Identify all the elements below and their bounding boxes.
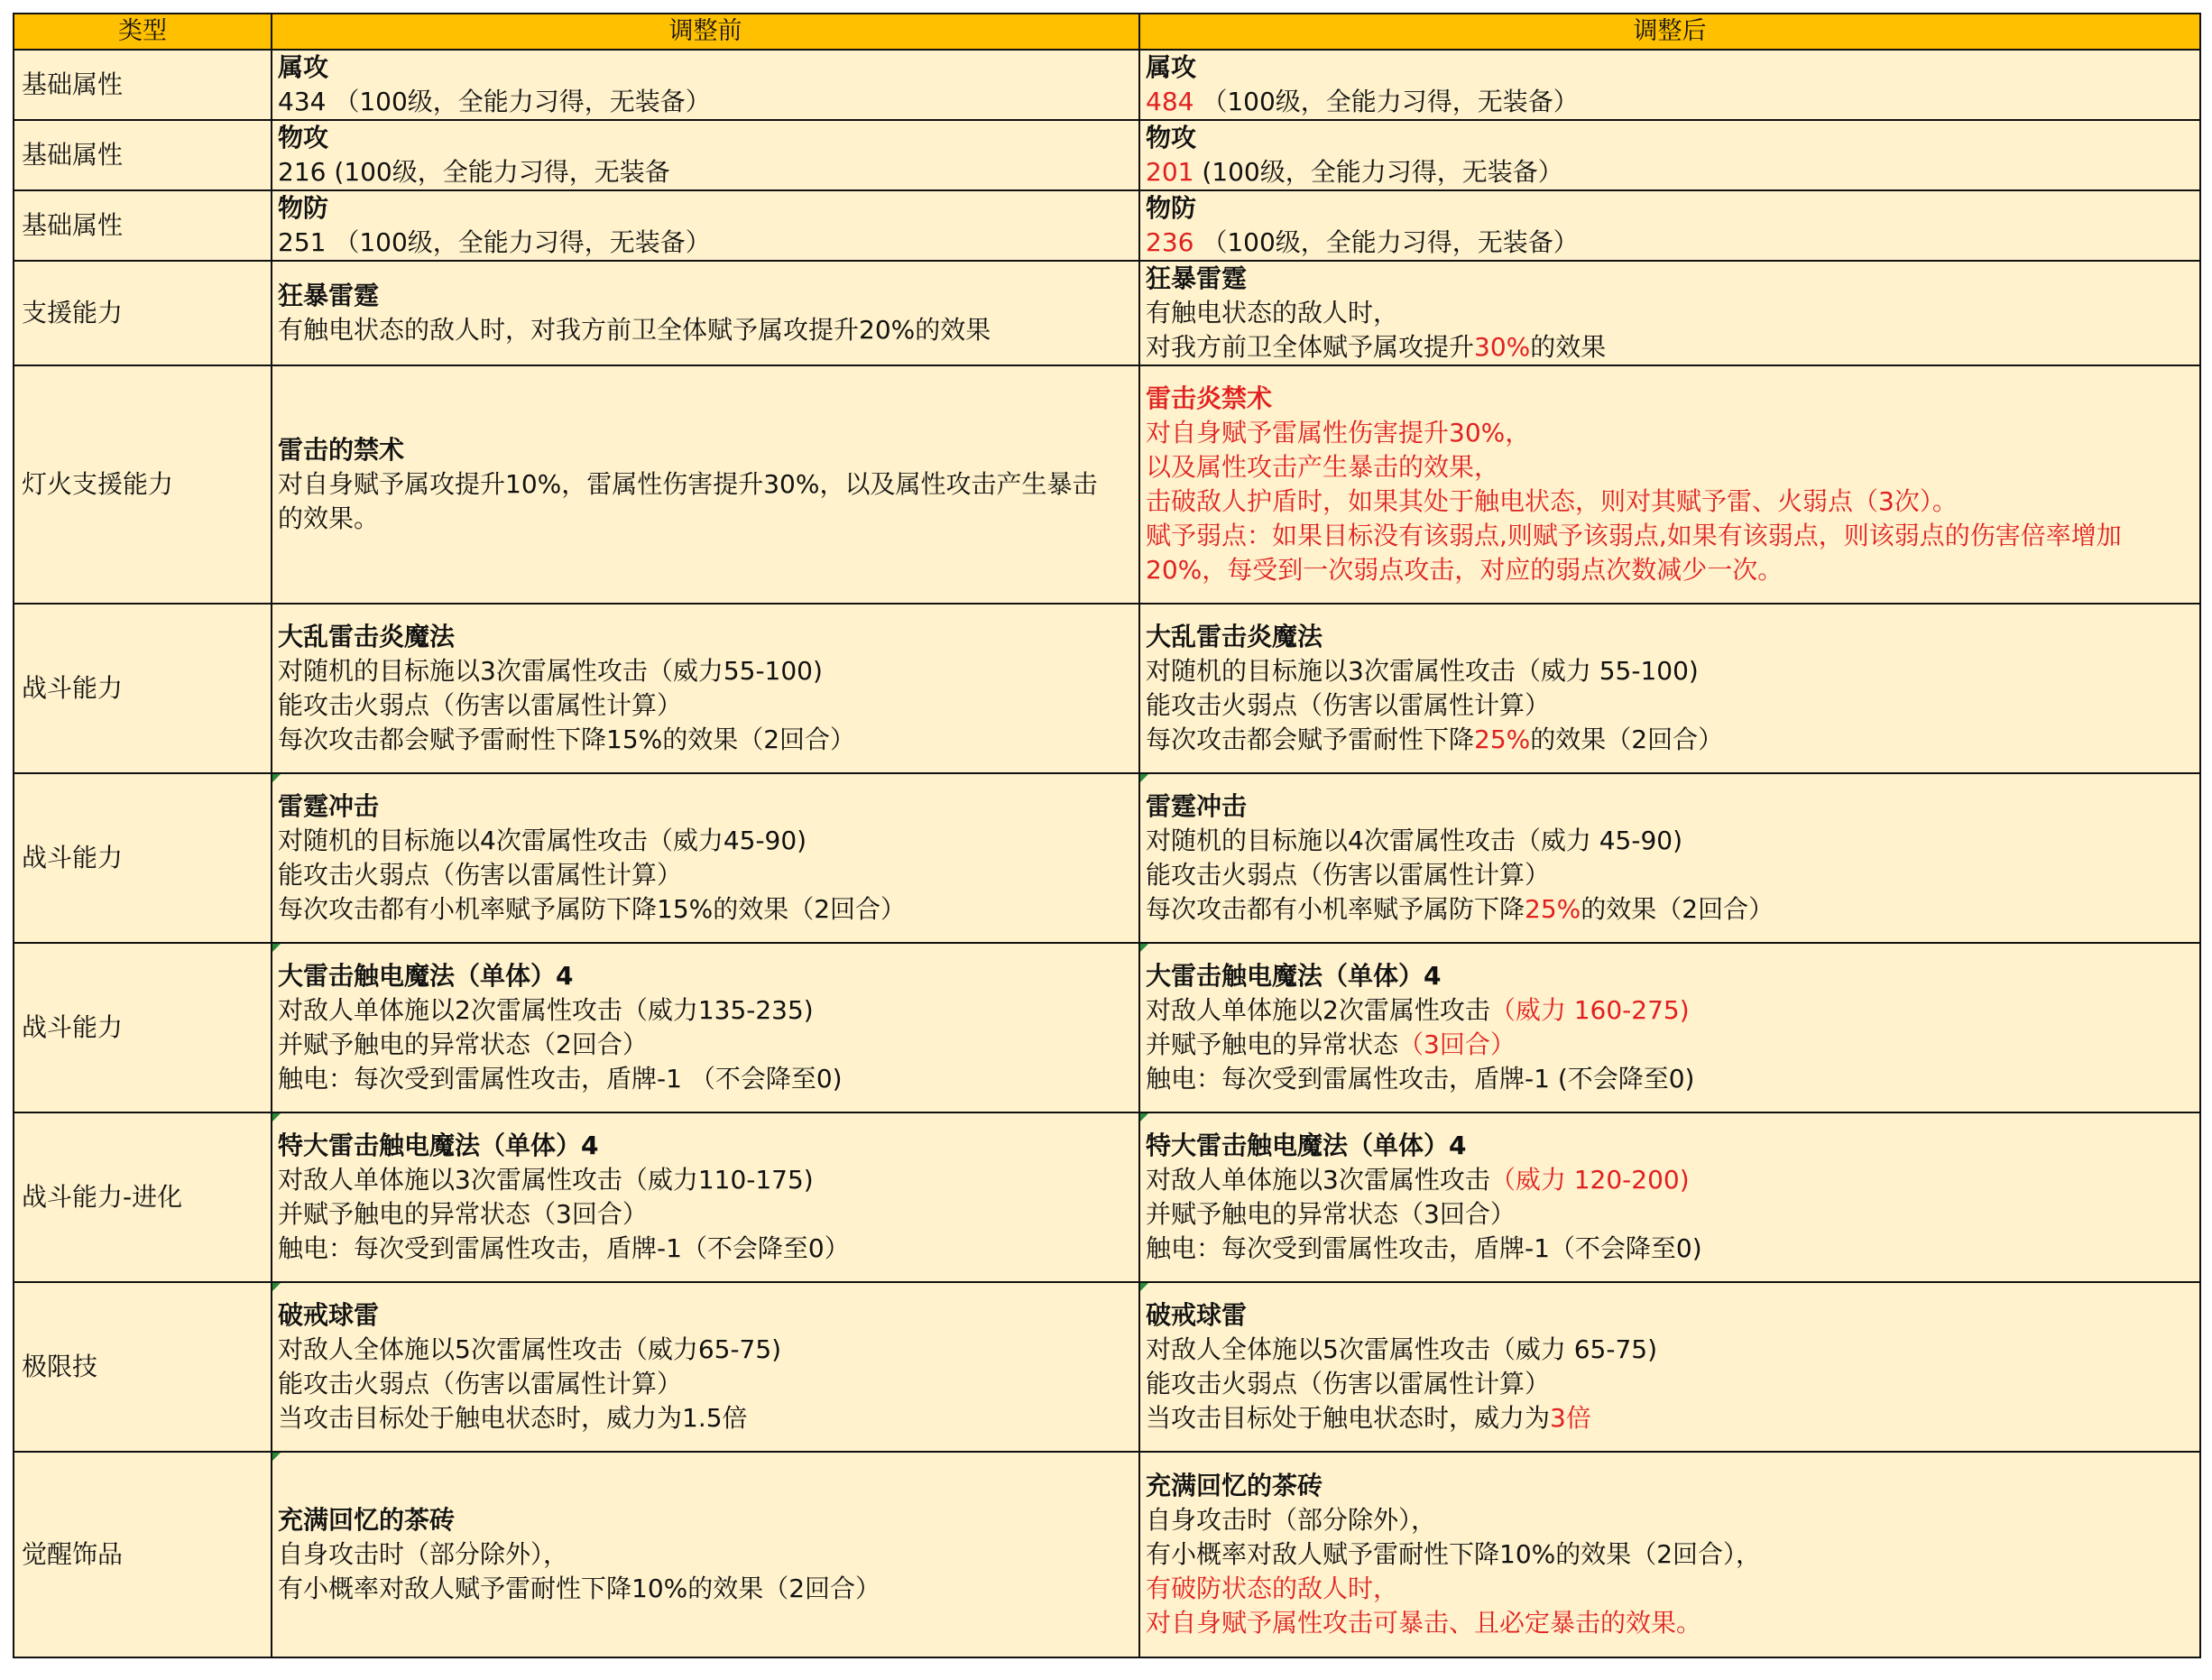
changed-text: 20%，每受到一次弱点攻击，对应的弱点次数减少一次。 bbox=[1146, 555, 1783, 585]
text-segment: 狂暴雷霆 bbox=[1146, 263, 1248, 293]
text-segment: 并赋予触电的异常状态 bbox=[1146, 1029, 1399, 1059]
changed-text: 3倍 bbox=[1550, 1403, 1591, 1433]
text-segment: 触电：每次受到雷属性攻击，盾牌-1 (不会降至0) bbox=[1146, 1064, 1695, 1094]
text-segment: 雷霆冲击 bbox=[1146, 791, 1248, 821]
skill-name bbox=[1146, 620, 2194, 654]
after-cell bbox=[1139, 1282, 2200, 1452]
table-row bbox=[14, 943, 2200, 1112]
before-cell bbox=[272, 1452, 1139, 1657]
description-line bbox=[278, 1537, 1133, 1572]
row-type-cell: 基础属性 bbox=[14, 190, 272, 261]
after-cell bbox=[1139, 190, 2200, 261]
row-type-cell: 觉醒饰品 bbox=[14, 1452, 272, 1657]
text-segment: 有触电状态的敌人时，对我方前卫全体赋予属攻提升20%的效果 bbox=[278, 315, 991, 345]
description-line bbox=[278, 1028, 1133, 1062]
table-row bbox=[14, 604, 2200, 773]
changed-text: 201 bbox=[1146, 157, 1194, 187]
description-line bbox=[278, 155, 1133, 189]
description-line bbox=[278, 654, 1133, 688]
row-type-cell: 战斗能力-进化 bbox=[14, 1112, 272, 1282]
description-line bbox=[278, 1232, 1133, 1266]
text-segment: 每次攻击都有小机率赋予属防下降15%的效果（2回合） bbox=[278, 894, 907, 924]
changed-text: （威力 120-200) bbox=[1489, 1165, 1690, 1195]
after-cell bbox=[1139, 261, 2200, 365]
row-type-cell: 极限技 bbox=[14, 1282, 272, 1452]
description-line bbox=[278, 1401, 1133, 1435]
text-segment: 大乱雷击炎魔法 bbox=[1146, 622, 1323, 651]
description-line bbox=[1146, 519, 2194, 553]
description-line bbox=[1146, 1028, 2194, 1062]
skill-name bbox=[1146, 191, 2194, 226]
description-line bbox=[1146, 1062, 2194, 1096]
before-cell bbox=[272, 773, 1139, 943]
text-segment: 物攻 bbox=[1146, 123, 1197, 152]
text-segment: 大雷击触电魔法（单体）4 bbox=[1146, 961, 1442, 991]
description-line bbox=[1146, 296, 2194, 330]
text-segment: 并赋予触电的异常状态（2回合） bbox=[278, 1029, 648, 1059]
description-line bbox=[278, 892, 1133, 927]
row-type-cell: 基础属性 bbox=[14, 120, 272, 190]
text-segment: 对自身赋予属攻提升10%，雷属性伤害提升30%，以及属性攻击产生暴击 bbox=[278, 469, 1098, 499]
before-cell bbox=[272, 1282, 1139, 1452]
description-line bbox=[1146, 485, 2194, 519]
changed-text: 击破敌人护盾时，如果其处于触电状态，则对其赋予雷、火弱点（3次）。 bbox=[1146, 486, 1958, 516]
changed-text: 236 bbox=[1146, 227, 1194, 257]
text-segment: 狂暴雷霆 bbox=[278, 281, 380, 310]
comment-marker-icon bbox=[1140, 1283, 1148, 1291]
description-line bbox=[1146, 654, 2194, 688]
description-line bbox=[278, 226, 1133, 260]
description-line bbox=[278, 858, 1133, 892]
changed-text: （威力 160-275) bbox=[1489, 995, 1690, 1025]
skill-name bbox=[1146, 382, 2194, 416]
description-line bbox=[278, 993, 1133, 1028]
description-line bbox=[1146, 155, 2194, 189]
description-line bbox=[278, 467, 1133, 502]
description-line bbox=[278, 1333, 1133, 1367]
description-line bbox=[278, 1197, 1133, 1232]
text-segment: （100级，全能力习得，无装备） bbox=[1194, 87, 1579, 116]
text-segment: 当攻击目标处于触电状态时，威力为1.5倍 bbox=[278, 1403, 748, 1433]
description-line bbox=[1146, 723, 2194, 757]
description-line bbox=[1146, 330, 2194, 365]
skill-name bbox=[278, 1129, 1133, 1163]
description-line bbox=[1146, 1197, 2194, 1232]
text-segment: 对敌人单体施以2次雷属性攻击（威力135-235) bbox=[278, 995, 814, 1025]
text-segment: 对敌人单体施以3次雷属性攻击 bbox=[1146, 1165, 1490, 1195]
comment-marker-icon bbox=[272, 1283, 281, 1291]
skill-name bbox=[278, 620, 1133, 654]
table-row bbox=[14, 773, 2200, 943]
before-cell bbox=[272, 943, 1139, 1112]
description-line bbox=[278, 1163, 1133, 1197]
text-segment: 的效果（2回合） bbox=[1530, 725, 1724, 754]
text-segment: 有小概率对敌人赋予雷耐性下降10%的效果（2回合） bbox=[278, 1574, 881, 1603]
description-line bbox=[1146, 1401, 2194, 1435]
text-segment: 对敌人单体施以3次雷属性攻击（威力110-175) bbox=[278, 1165, 814, 1195]
text-segment: 对随机的目标施以4次雷属性攻击（威力45-90) bbox=[278, 826, 807, 855]
comment-marker-icon bbox=[1140, 944, 1148, 952]
description-line bbox=[278, 85, 1133, 119]
text-segment: 有小概率对敌人赋予雷耐性下降10%的效果（2回合）， bbox=[1146, 1539, 1762, 1569]
skill-name bbox=[278, 1503, 1133, 1537]
changed-text: 25% bbox=[1525, 894, 1581, 924]
comment-marker-icon bbox=[272, 774, 281, 782]
table-row bbox=[14, 1452, 2200, 1657]
text-segment: 特大雷击触电魔法（单体）4 bbox=[1146, 1131, 1467, 1160]
changed-text: 25% bbox=[1474, 725, 1531, 754]
text-segment: 对敌人全体施以5次雷属性攻击（威力65-75) bbox=[278, 1334, 782, 1364]
text-segment: 大雷击触电魔法（单体）4 bbox=[278, 961, 574, 991]
text-segment: (100级，全能力习得，无装备） bbox=[1194, 157, 1563, 187]
comparison-sheet bbox=[13, 13, 2201, 1658]
text-segment: 对随机的目标施以3次雷属性攻击（威力 55-100) bbox=[1146, 656, 1699, 686]
description-line bbox=[278, 1367, 1133, 1401]
skill-name bbox=[278, 1298, 1133, 1333]
before-cell bbox=[272, 604, 1139, 773]
description-line bbox=[1146, 1606, 2194, 1640]
description-line bbox=[278, 1062, 1133, 1096]
skill-name bbox=[278, 279, 1133, 313]
changed-text: （3回合） bbox=[1398, 1029, 1516, 1059]
text-segment: 充满回忆的茶砖 bbox=[278, 1505, 456, 1535]
text-segment: 能攻击火弱点（伤害以雷属性计算） bbox=[278, 860, 683, 890]
after-cell bbox=[1139, 1112, 2200, 1282]
skill-name bbox=[1146, 262, 2194, 296]
text-segment: 破戒球雷 bbox=[1146, 1300, 1248, 1330]
text-segment: 对敌人全体施以5次雷属性攻击（威力 65-75) bbox=[1146, 1334, 1658, 1364]
table-row bbox=[14, 120, 2200, 190]
description-line bbox=[1146, 85, 2194, 119]
text-segment: 251 （100级，全能力习得，无装备） bbox=[278, 227, 711, 257]
text-segment: 并赋予触电的异常状态（3回合） bbox=[1146, 1199, 1516, 1229]
row-type-cell: 支援能力 bbox=[14, 261, 272, 365]
after-cell bbox=[1139, 50, 2200, 120]
text-segment: 触电：每次受到雷属性攻击，盾牌-1（不会降至0) bbox=[1146, 1233, 1702, 1263]
text-segment: 属攻 bbox=[1146, 52, 1197, 82]
skill-name bbox=[278, 51, 1133, 85]
row-type-cell: 基础属性 bbox=[14, 50, 272, 120]
row-type-cell: 战斗能力 bbox=[14, 604, 272, 773]
text-segment: 物攻 bbox=[278, 123, 329, 152]
text-segment: 的效果 bbox=[1530, 332, 1607, 362]
after-cell bbox=[1139, 773, 2200, 943]
skill-name bbox=[278, 433, 1133, 467]
text-segment: 每次攻击都有小机率赋予属防下降 bbox=[1146, 894, 1525, 924]
description-line bbox=[278, 688, 1133, 723]
table-row bbox=[14, 190, 2200, 261]
before-cell bbox=[272, 50, 1139, 120]
comment-marker-icon bbox=[1140, 1113, 1148, 1122]
description-line bbox=[1146, 226, 2194, 260]
text-segment: 雷击的禁术 bbox=[278, 435, 405, 465]
before-cell bbox=[272, 365, 1139, 604]
text-segment: 大乱雷击炎魔法 bbox=[278, 622, 456, 651]
text-segment: 物防 bbox=[1146, 193, 1197, 223]
changed-text: 赋予弱点：如果目标没有该弱点,则赋予该弱点,如果有该弱点，则该弱点的伤害倍率增加 bbox=[1146, 521, 2122, 550]
table-row bbox=[14, 1112, 2200, 1282]
description-line bbox=[1146, 993, 2194, 1028]
table-row bbox=[14, 365, 2200, 604]
changed-text: 30% bbox=[1474, 332, 1531, 362]
text-segment: 能攻击火弱点（伤害以雷属性计算） bbox=[1146, 860, 1551, 890]
text-segment: 破戒球雷 bbox=[278, 1300, 380, 1330]
text-segment: 能攻击火弱点（伤害以雷属性计算） bbox=[278, 1369, 683, 1398]
description-line bbox=[1146, 1163, 2194, 1197]
comment-marker-icon bbox=[272, 944, 281, 952]
text-segment: 自身攻击时（部分除外）， bbox=[1146, 1505, 1437, 1535]
row-type-cell: 灯火支援能力 bbox=[14, 365, 272, 604]
table-row bbox=[14, 1282, 2200, 1452]
text-segment: 对随机的目标施以3次雷属性攻击（威力55-100) bbox=[278, 656, 823, 686]
text-segment: 对我方前卫全体赋予属攻提升 bbox=[1146, 332, 1475, 362]
text-segment: 物防 bbox=[278, 193, 329, 223]
description-line bbox=[1146, 416, 2194, 450]
changed-text: 对自身赋予属性攻击可暴击、且必定暴击的效果。 bbox=[1146, 1608, 1702, 1638]
text-segment: 有触电状态的敌人时， bbox=[1146, 298, 1399, 328]
header-type: 类型 bbox=[14, 14, 272, 50]
row-type-cell: 战斗能力 bbox=[14, 773, 272, 943]
description-line bbox=[278, 824, 1133, 858]
text-segment: 自身攻击时（部分除外）， bbox=[278, 1539, 569, 1569]
text-segment: （100级，全能力习得，无装备） bbox=[1194, 227, 1579, 257]
header-row bbox=[14, 14, 2200, 50]
text-segment: 触电：每次受到雷属性攻击，盾牌-1 （不会降至0) bbox=[278, 1064, 843, 1094]
header-after: 调整后 bbox=[1139, 14, 2200, 50]
text-segment: 充满回忆的茶砖 bbox=[1146, 1471, 1323, 1500]
changed-text: 以及属性攻击产生暴击的效果， bbox=[1146, 452, 1500, 482]
changed-text: 雷击炎禁术 bbox=[1146, 383, 1273, 413]
changed-text: 对自身赋予雷属性伤害提升30%， bbox=[1146, 418, 1531, 448]
skill-name bbox=[278, 121, 1133, 155]
skill-name bbox=[1146, 51, 2194, 85]
skill-name bbox=[1146, 1129, 2194, 1163]
text-segment: 434 （100级，全能力习得，无装备） bbox=[278, 87, 711, 116]
description-line bbox=[1146, 824, 2194, 858]
description-line bbox=[278, 1572, 1133, 1606]
comparison-table bbox=[13, 13, 2201, 1658]
text-segment: 每次攻击都会赋予雷耐性下降15%的效果（2回合） bbox=[278, 725, 856, 754]
text-segment: 的效果。 bbox=[278, 503, 380, 533]
after-cell bbox=[1139, 120, 2200, 190]
header-before: 调整前 bbox=[272, 14, 1139, 50]
description-line bbox=[1146, 1367, 2194, 1401]
after-cell bbox=[1139, 365, 2200, 604]
comment-marker-icon bbox=[272, 1453, 281, 1461]
row-type-cell: 战斗能力 bbox=[14, 943, 272, 1112]
description-line bbox=[1146, 1572, 2194, 1606]
text-segment: 当攻击目标处于触电状态时，威力为 bbox=[1146, 1403, 1551, 1433]
description-line bbox=[1146, 1503, 2194, 1537]
text-segment: 的效果（2回合） bbox=[1581, 894, 1774, 924]
changed-text: 484 bbox=[1146, 87, 1194, 116]
skill-name bbox=[1146, 121, 2194, 155]
table-row bbox=[14, 50, 2200, 120]
before-cell bbox=[272, 261, 1139, 365]
before-cell bbox=[272, 120, 1139, 190]
after-cell bbox=[1139, 604, 2200, 773]
description-line bbox=[1146, 1232, 2194, 1266]
text-segment: 能攻击火弱点（伤害以雷属性计算） bbox=[1146, 690, 1551, 720]
text-segment: 触电：每次受到雷属性攻击，盾牌-1（不会降至0） bbox=[278, 1233, 850, 1263]
comment-marker-icon bbox=[272, 1113, 281, 1122]
text-segment: 属攻 bbox=[278, 52, 329, 82]
comment-marker-icon bbox=[1140, 774, 1148, 782]
text-segment: 能攻击火弱点（伤害以雷属性计算） bbox=[1146, 1369, 1551, 1398]
description-line bbox=[278, 313, 1133, 347]
before-cell bbox=[272, 190, 1139, 261]
text-segment: 特大雷击触电魔法（单体）4 bbox=[278, 1131, 599, 1160]
description-line bbox=[1146, 858, 2194, 892]
skill-name bbox=[1146, 1298, 2194, 1333]
skill-name bbox=[278, 191, 1133, 226]
skill-name bbox=[1146, 959, 2194, 993]
description-line bbox=[1146, 892, 2194, 927]
text-segment: 216 (100级，全能力习得，无装备 bbox=[278, 157, 670, 187]
description-line bbox=[1146, 688, 2194, 723]
text-segment: 能攻击火弱点（伤害以雷属性计算） bbox=[278, 690, 683, 720]
description-line bbox=[1146, 450, 2194, 485]
table-body bbox=[14, 50, 2200, 1657]
skill-name bbox=[1146, 789, 2194, 824]
text-segment: 并赋予触电的异常状态（3回合） bbox=[278, 1199, 648, 1229]
description-line bbox=[1146, 1537, 2194, 1572]
after-cell bbox=[1139, 943, 2200, 1112]
description-line bbox=[278, 502, 1133, 536]
text-segment: 对敌人单体施以2次雷属性攻击 bbox=[1146, 995, 1490, 1025]
skill-name bbox=[1146, 1469, 2194, 1503]
description-line bbox=[1146, 553, 2194, 587]
changed-text: 有破防状态的敌人时， bbox=[1146, 1574, 1399, 1603]
skill-name bbox=[278, 789, 1133, 824]
table-row bbox=[14, 261, 2200, 365]
text-segment: 对随机的目标施以4次雷属性攻击（威力 45-90) bbox=[1146, 826, 1683, 855]
text-segment: 雷霆冲击 bbox=[278, 791, 380, 821]
before-cell bbox=[272, 1112, 1139, 1282]
text-segment: 每次攻击都会赋予雷耐性下降 bbox=[1146, 725, 1475, 754]
description-line bbox=[1146, 1333, 2194, 1367]
description-line bbox=[278, 723, 1133, 757]
skill-name bbox=[278, 959, 1133, 993]
after-cell bbox=[1139, 1452, 2200, 1657]
